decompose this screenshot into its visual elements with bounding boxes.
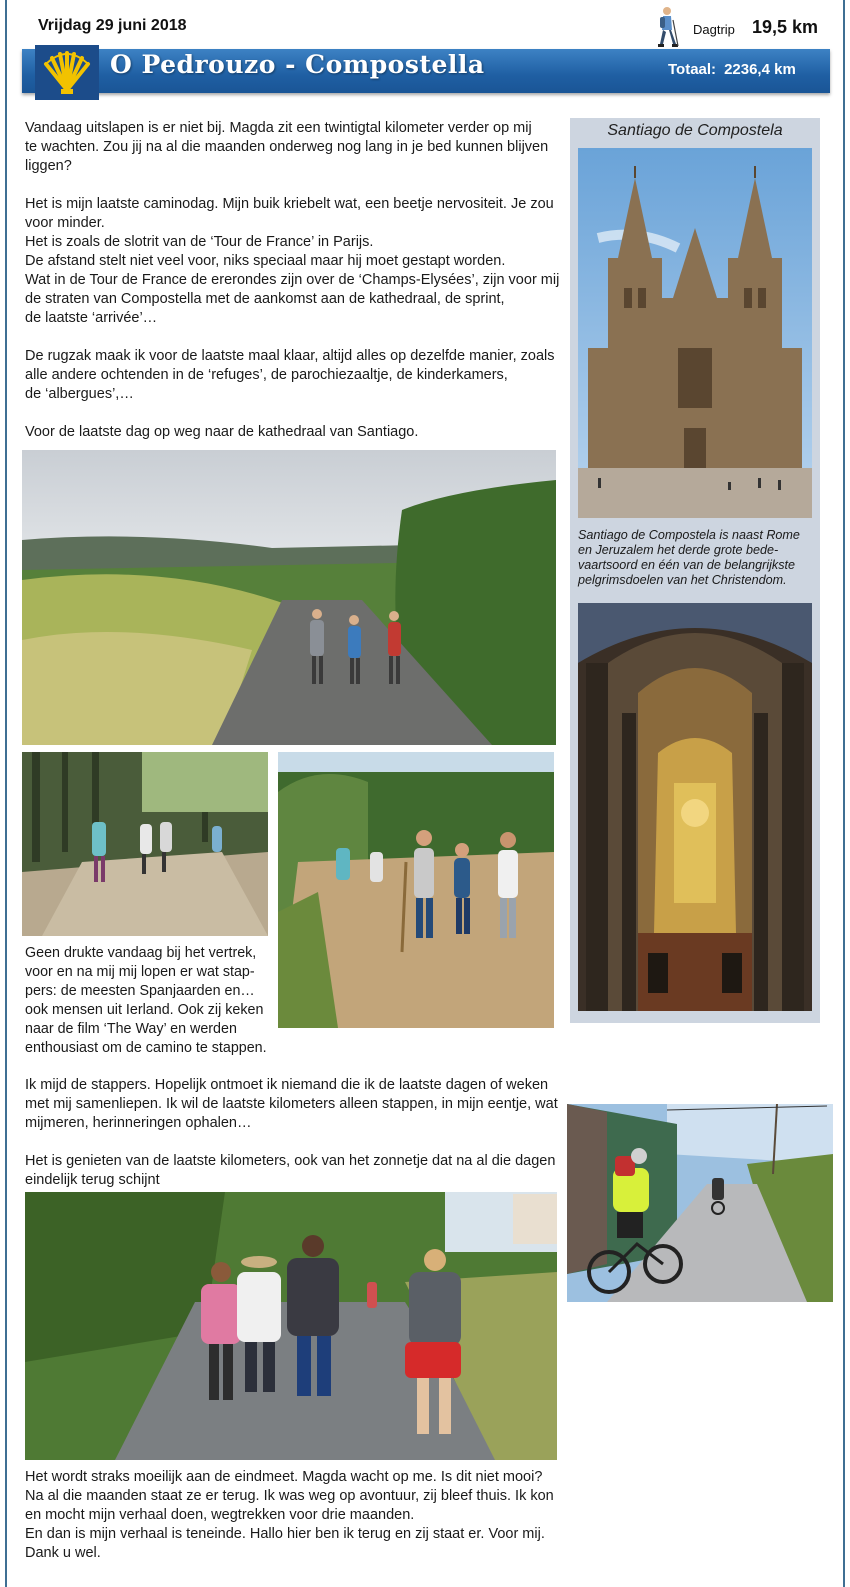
intro-line: alle andere ochtenden in de ‘refuges’, de parochiezaaltje, de kinderkamers, <box>25 367 508 383</box>
middle-line: mijmeren, herinneringen ophalen… <box>25 1115 252 1131</box>
intro-line <box>25 328 560 347</box>
middle-line: met mij samenliepen. Ik wil de laatste kilometers alleen stappen, in mijn eentje, wat <box>25 1096 558 1112</box>
total-value: 2236,4 km <box>724 61 796 78</box>
page-border-left <box>5 0 7 1587</box>
photo-cathedral-interior <box>578 603 812 1011</box>
caption-line: Geen drukte vandaag bij het vertrek, <box>25 945 257 961</box>
daytrip-distance: 19,5 km <box>752 17 819 37</box>
intro-line: Het is zoals de slotrit van de ‘Tour de France’ in Parijs. <box>25 234 374 250</box>
sidebar-caption-line: pelgrimsdoelen van het Christendom. <box>578 573 787 587</box>
middle-line: eindelijk terug schijnt <box>25 1172 160 1188</box>
intro-line: de ‘albergues’,… <box>25 386 134 402</box>
page-date: Vrijdag 29 juni 2018 <box>38 17 187 34</box>
caption-line: enthousiast om de camino te stappen. <box>25 1040 267 1056</box>
closing-line: En dan is mijn verhaal is teneinde. Hallo hier ben ik terug en zij staat er. Voor mij. <box>25 1526 545 1542</box>
sidebar-caption-line: vaartsoord en één van de belangrijkste <box>578 558 796 572</box>
intro-line: Het is mijn laatste caminodag. Mijn buik kriebelt wat, een beetje nervositeit. Je zou <box>25 196 554 212</box>
daytrip-label: Dagtrip <box>693 22 735 37</box>
intro-line: de straten van Compostella met de aankomst aan de kathedraal, de sprint, <box>25 291 505 307</box>
total-label: Totaal: <box>668 61 717 78</box>
intro-line: Voor de laatste dag op weg naar de kathedraal van Santiago. <box>25 424 419 440</box>
closing-line: en mocht mijn verhaal doen, wegtrekken voor drie maanden. <box>25 1507 415 1523</box>
hiker-icon <box>652 6 680 50</box>
intro-line: Vandaag uitslapen is er niet bij. Magda zit een twintigtal kilometer verder op mij <box>25 120 532 136</box>
intro-line <box>25 404 560 423</box>
caption-line: ook mensen uit Ierland. Ook zij keken <box>25 1002 264 1018</box>
photo-cyclists <box>567 1104 833 1302</box>
middle-line: Het is genieten van de laatste kilometers, ook van het zonnetje dat na al die dagen <box>25 1153 556 1169</box>
sidebar-title: Santiago de Compostela <box>607 122 783 139</box>
photo-road-walkers <box>22 450 556 745</box>
middle-line <box>25 1133 565 1152</box>
photo-sandy-road <box>278 752 554 1028</box>
photo-forest-path <box>22 752 268 936</box>
intro-line: te wachten. Zou jij na al die maanden onderweg nog lang in je bed kunnen blijven <box>25 139 549 155</box>
caption-line: pers: de meesten Spanjaarden en… <box>25 983 255 999</box>
middle-text <box>25 1076 565 1190</box>
intro-line: De rugzak maak ik voor de laatste maal klaar, altijd alles op dezelfde manier, zoals <box>25 348 555 364</box>
sidebar-caption-line: en Jeruzalem het derde grote bede- <box>578 543 779 557</box>
closing-line: Dank u wel. <box>25 1545 101 1561</box>
total-distance <box>668 61 796 78</box>
closing-text <box>25 1468 565 1563</box>
caption-line: voor en na mij mij lopen er wat stap- <box>25 964 255 980</box>
sidebar-caption <box>578 528 818 588</box>
photo-backpack-group <box>25 1192 557 1460</box>
middle-line: Ik mijd de stappers. Hopelijk ontmoet ik niemand die ik de laatste dagen of weken <box>25 1077 549 1093</box>
page-title: O Pedrouzo - Compostella <box>110 50 485 79</box>
intro-line: De afstand stelt niet veel voor, niks speciaal maar hij moet gestapt worden. <box>25 253 506 269</box>
walkers-caption <box>25 944 275 1058</box>
sidebar-caption-line: Santiago de Compostela is naast Rome <box>578 528 800 542</box>
photo-cathedral-facade <box>578 148 812 518</box>
closing-line: Het wordt straks moeilijk aan de eindmeet. Magda wacht op me. Is dit niet mooi? <box>25 1469 543 1485</box>
scallop-shell-icon <box>35 45 99 100</box>
intro-line: de laatste ‘arrivée’… <box>25 310 158 326</box>
intro-text <box>25 119 560 442</box>
intro-line <box>25 176 560 195</box>
intro-line: voor minder. <box>25 215 105 231</box>
intro-line: liggen? <box>25 158 72 174</box>
closing-line: Na al die maanden staat ze er terug. Ik was weg op avontuur, zij bleef thuis. Ik kon <box>25 1488 554 1504</box>
intro-line: Wat in de Tour de France de ererondes zijn over de ‘Champs-Elysées’, zijn voor mij <box>25 272 560 288</box>
caption-line: naar de film ‘The Way’ en werden <box>25 1021 237 1037</box>
page-border-right <box>843 0 845 1587</box>
